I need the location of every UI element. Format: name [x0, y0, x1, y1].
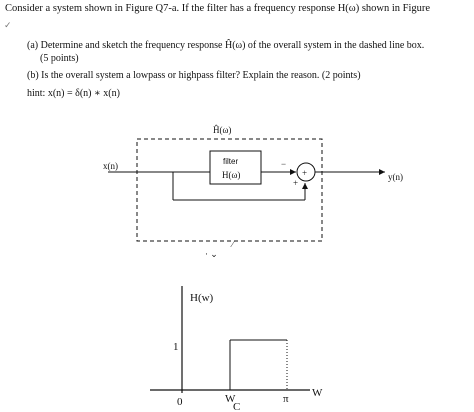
wc-tick-subscript: C [233, 401, 241, 412]
sum-symbol: + [302, 168, 308, 178]
input-label: x(n) [103, 161, 118, 171]
graph-title: H(w) [190, 292, 214, 304]
sum-sign-minus: − [281, 159, 287, 169]
x-axis-label: W [312, 387, 323, 399]
question-part-a: (a) Determine and sketch the frequency response Ĥ(ω) of the overall system in the dashed line box. [27, 40, 425, 51]
overall-response-label: Ĥ(ω) [213, 125, 232, 135]
origin-label: 0 [177, 396, 183, 408]
question-hint: hint: x(n) = δ(n) ∗ x(n) [27, 88, 120, 99]
filter-title: filter [223, 157, 239, 166]
scan-speck-2: · ⌄ [205, 249, 218, 259]
pi-tick-label: π [283, 393, 289, 405]
frequency-response-graph [150, 286, 323, 412]
tick-mark: ✓ [4, 20, 12, 30]
sum-sign-plus: + [293, 178, 299, 188]
wc-tick-label: W [225, 393, 236, 405]
y-tick-label: 1 [173, 341, 179, 353]
block-diagram [103, 125, 403, 259]
question-intro: Consider a system shown in Figure Q7-a. If the filter has a frequency response H(ω) shown in Figure [5, 3, 431, 14]
question-part-a-points: (5 points) [40, 53, 79, 64]
output-label: y(n) [388, 172, 403, 182]
scan-speck: ⁄ [232, 239, 234, 249]
filter-response: H(ω) [222, 170, 241, 180]
question-part-b: (b) Is the overall system a lowpass or highpass filter? Explain the reason. (2 points) [27, 70, 361, 81]
